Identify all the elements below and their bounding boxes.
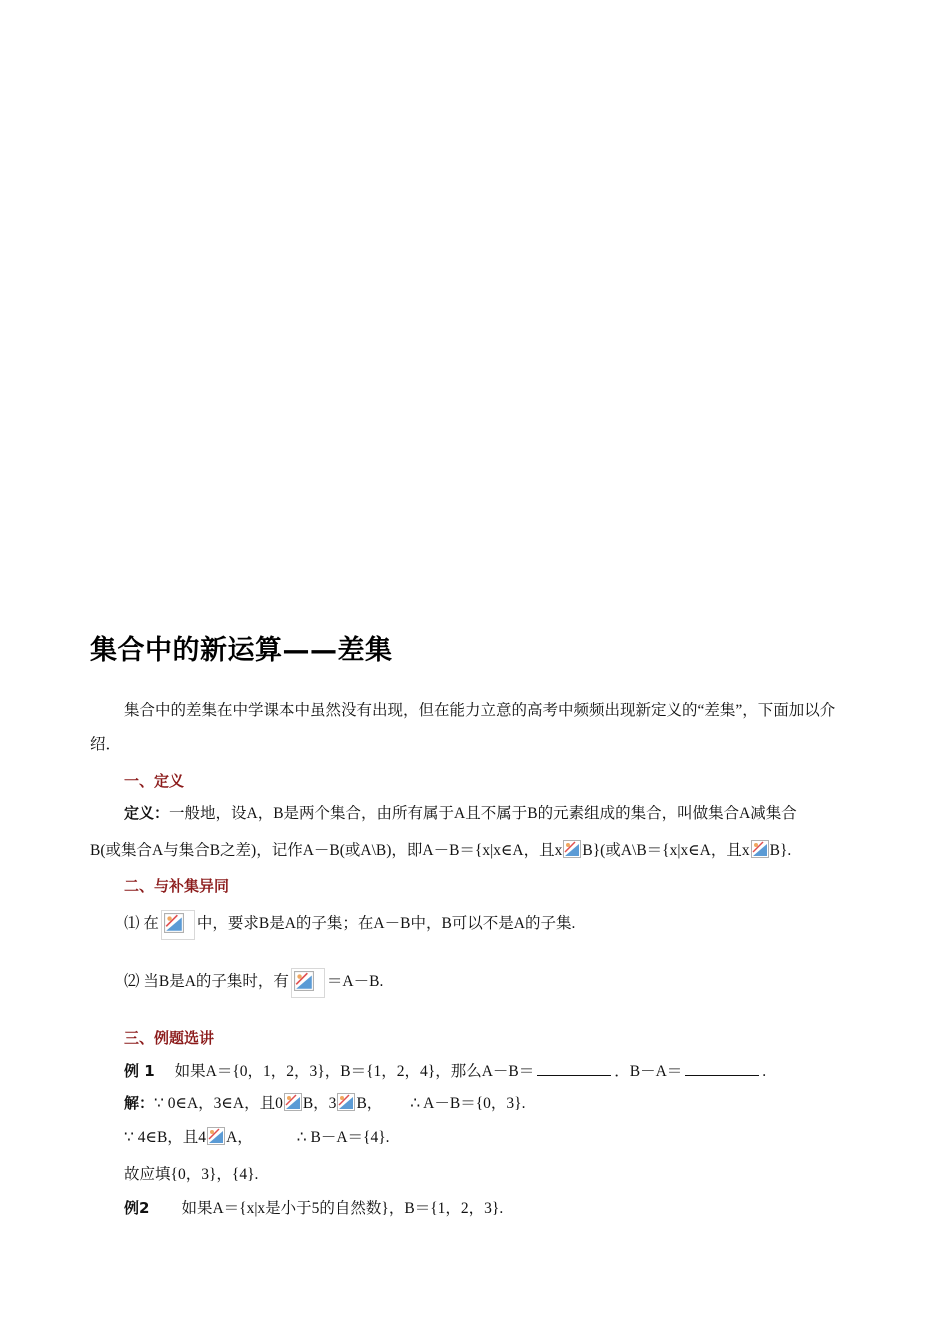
answer-line: 故应填{0，3}，{4}. xyxy=(124,1166,259,1183)
section-heading-definition: 一、定义 xyxy=(124,772,185,790)
example-2-label: 例2 xyxy=(124,1199,150,1217)
broken-image-icon xyxy=(291,968,325,998)
broken-image-icon xyxy=(161,910,195,940)
broken-image-icon xyxy=(207,1127,225,1145)
broken-image-icon xyxy=(284,1093,302,1111)
intro-paragraph: 集合中的差集在中学课本中虽然没有出现，但在能力立意的高考中频频出现新定义的“差集”，下面加以介绍． xyxy=(90,702,836,753)
section-heading-examples: 三、例题选讲 xyxy=(124,1029,215,1047)
answer-blank-2 xyxy=(685,1061,759,1076)
example-2: 例2 如果A＝{x|x是小于5的自然数}，B＝{1，2，3}. xyxy=(124,1199,504,1217)
solution-label: 解： xyxy=(124,1094,155,1112)
definition-line2: B(或集合A与集合B之差)，记作A－B(或A\B)，即A－B＝{x|x∈A，且x B}(或A\B＝{x|x∈A，且x B}. xyxy=(90,842,792,859)
solution-line-1: 解：∵ 0∈A，3∈A，且0 B，3 B， ∴ A－B＝{0，3}. xyxy=(124,1094,526,1112)
broken-image-icon xyxy=(337,1093,355,1111)
definition-label: 定义： xyxy=(124,804,170,822)
answer-blank-1 xyxy=(537,1061,611,1076)
definition-paragraph xyxy=(90,796,865,831)
example-1-label: 例 1 xyxy=(124,1062,155,1080)
definition-line1: 一般地，设A，B是两个集合，由所有属于A且不属于B的元素组成的集合，叫做集合A减集合 xyxy=(169,805,797,822)
compare-item-2: ⑵ 当B是A的子集时，有 ＝A－B. xyxy=(124,968,383,998)
section-heading-compare: 二、与补集异同 xyxy=(124,877,230,895)
broken-image-icon xyxy=(563,840,581,858)
broken-image-icon xyxy=(751,840,769,858)
example-1: 例 1 如果A＝{0，1，2，3}，B＝{1，2，4}，那么A－B＝ ．B－A＝ . xyxy=(124,1062,767,1080)
page-title: 集合中的新运算——差集 xyxy=(90,635,393,666)
solution-line-2: ∵ 4∈B，且4 A， ∴ B－A＝{4}. xyxy=(124,1129,390,1146)
compare-item-1: ⑴ 在 中，要求B是A的子集；在A－B中，B可以不是A的子集. xyxy=(124,910,575,940)
